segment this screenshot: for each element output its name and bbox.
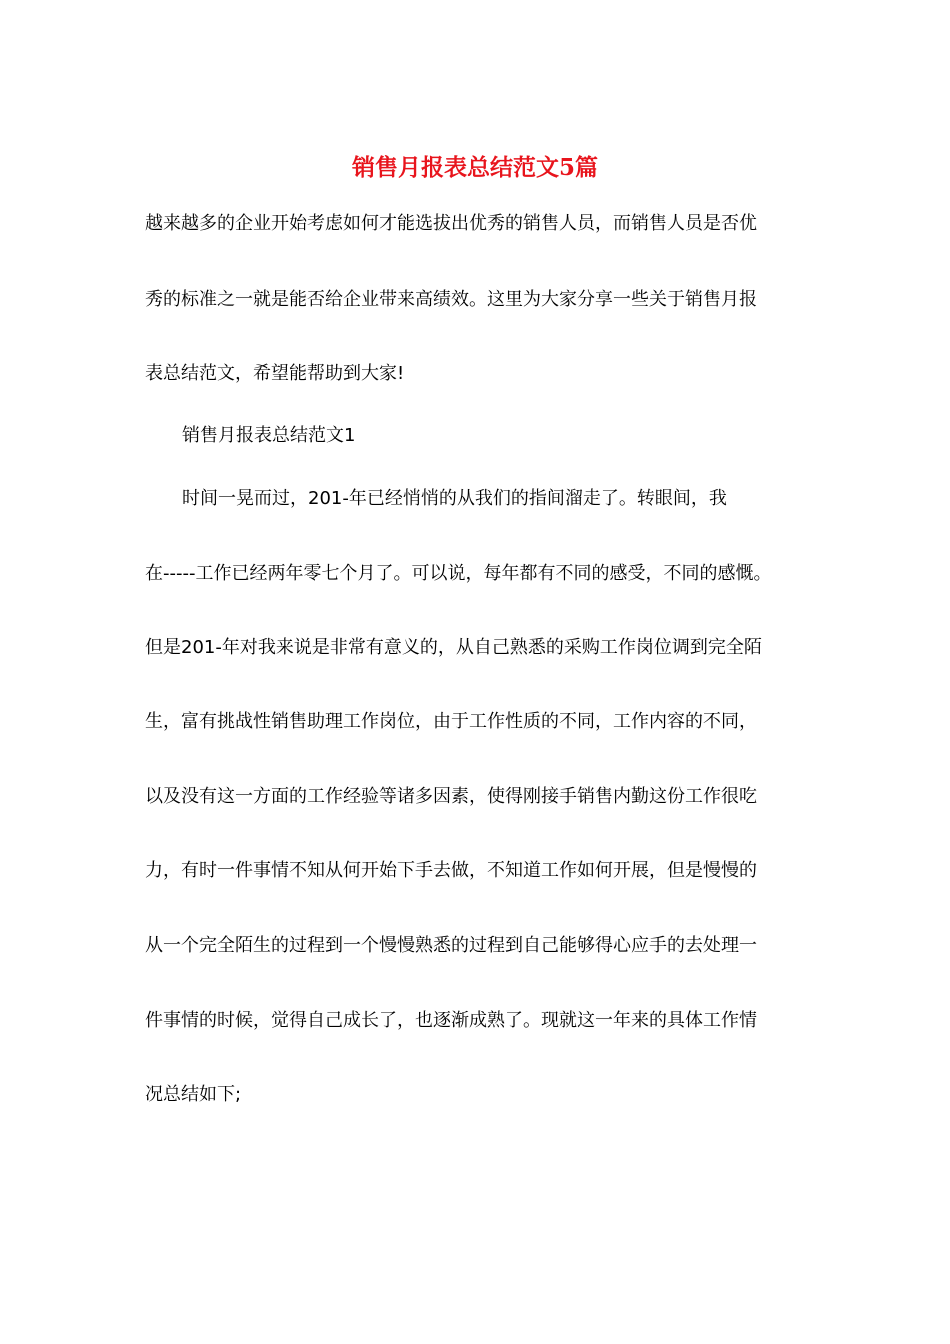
body-line: 越来越多的企业开始考虑如何才能选拔出优秀的销售人员，而销售人员是否优 — [145, 213, 757, 234]
body-line: 表总结范文，希望能帮助到大家! — [145, 363, 405, 384]
body-line: 况总结如下; — [145, 1084, 242, 1105]
body-line: 秀的标准之一就是能否给企业带来高绩效。这里为大家分享一些关于销售月报 — [145, 289, 757, 310]
body-line: 但是201-年对我来说是非常有意义的，从自己熟悉的采购工作岗位调到完全陌 — [145, 637, 762, 658]
body-line: 时间一晃而过，201-年已经悄悄的从我们的指间溜走了。转眼间，我 — [182, 488, 727, 509]
body-line: 从一个完全陌生的过程到一个慢慢熟悉的过程到自己能够得心应手的去处理一 — [145, 935, 757, 956]
document-title: 销售月报表总结范文5篇 — [351, 154, 598, 181]
body-line: 件事情的时候，觉得自己成长了，也逐渐成熟了。现就这一年来的具体工作情 — [145, 1010, 757, 1031]
body-line: 力，有时一件事情不知从何开始下手去做，不知道工作如何开展，但是慢慢的 — [145, 860, 757, 881]
body-line: 生，富有挑战性销售助理工作岗位，由于工作性质的不同，工作内容的不同， — [145, 711, 757, 732]
body-line: 以及没有这一方面的工作经验等诸多因素，使得刚接手销售内勤这份工作很吃 — [145, 786, 757, 807]
body-line: 在-----工作已经两年零七个月了。可以说，每年都有不同的感受，不同的感慨。 — [145, 563, 772, 584]
section-heading: 销售月报表总结范文1 — [182, 425, 356, 446]
